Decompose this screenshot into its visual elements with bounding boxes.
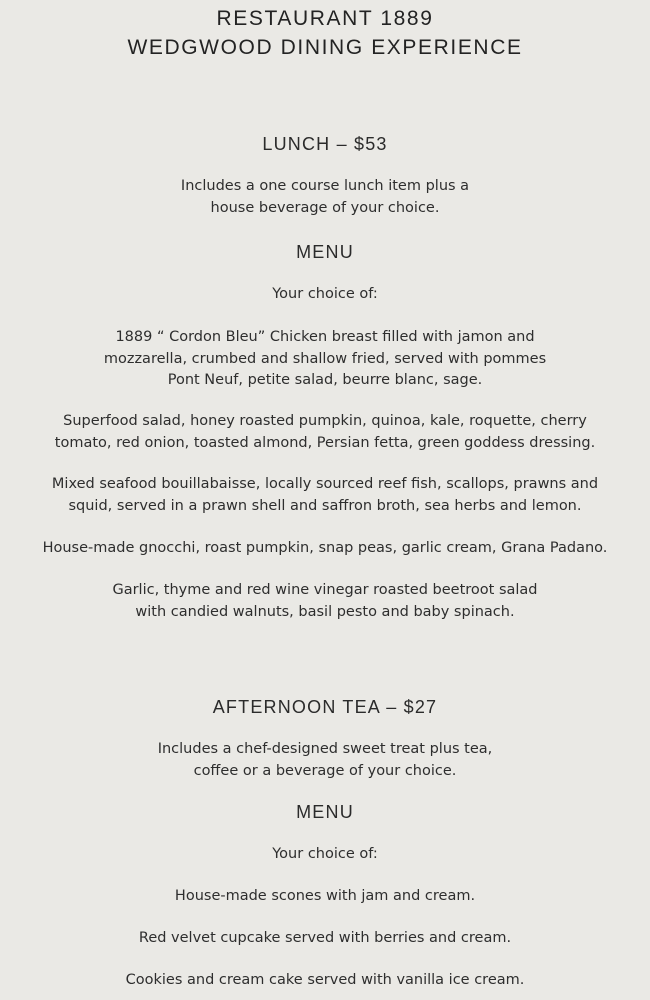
afternoon-tea-intro-line: Includes a chef-designed sweet treat plus tea,: [157, 741, 493, 757]
lunch-menu-label: MENU: [296, 242, 354, 262]
lunch-item-bouillabaisse: [0, 474, 650, 517]
lunch-heading: LUNCH – $53: [262, 134, 388, 154]
menu-item-line: House-made scones with jam and cream.: [174, 888, 476, 904]
restaurant-name: RESTAURANT 1889: [216, 7, 434, 30]
menu-item-line: Red velvet cupcake served with berries and cream.: [138, 930, 512, 946]
menu-item-line: Garlic, thyme and red wine vinegar roasted beetroot salad: [112, 582, 538, 598]
menu-item-line: mozzarella, crumbed and shallow fried, served with pommes: [103, 350, 547, 367]
lunch-intro: [0, 176, 650, 219]
menu-item-line: tomato, red onion, toasted almond, Persian fetta, green goddess dressing.: [54, 434, 596, 451]
menu-item-line: Superfood salad, honey roasted pumpkin, quinoa, kale, roquette, cherry: [63, 413, 587, 429]
menu-item-line: Mixed seafood bouillabaisse, locally sourced reef fish, scallops, prawns and: [51, 476, 599, 492]
menu-item-line: squid, served in a prawn shell and saffron broth, sea herbs and lemon.: [68, 497, 582, 514]
afternoon-tea-choice-label: Your choice of:: [272, 846, 378, 862]
menu-item-line: Cookies and cream cake served with vanilla ice cream.: [125, 972, 525, 988]
afternoon-tea-intro: [0, 739, 650, 782]
menu-item-line: 1889 “ Cordon Bleu” Chicken breast filled with jamon and: [115, 329, 535, 345]
afternoon-tea-menu-label: MENU: [296, 802, 354, 822]
menu-item-line: Pont Neuf, petite salad, beurre blanc, sage.: [167, 372, 483, 388]
afternoon-tea-item-scones: [0, 886, 650, 908]
lunch-item-beetroot-salad: [0, 580, 650, 623]
lunch-item-cordon-bleu: [0, 327, 650, 392]
afternoon-tea-intro-line: coffee or a beverage of your choice.: [193, 762, 457, 779]
menu-item-line: with candied walnuts, basil pesto and baby spinach.: [135, 603, 515, 620]
lunch-item-superfood-salad: [0, 411, 650, 454]
menu-item-line: House-made gnocchi, roast pumpkin, snap peas, garlic cream, Grana Padano.: [42, 540, 608, 556]
afternoon-tea-heading: AFTERNOON TEA – $27: [212, 697, 438, 717]
lunch-intro-line: Includes a one course lunch item plus a: [180, 178, 470, 194]
lunch-intro-line: house beverage of your choice.: [210, 199, 440, 216]
afternoon-tea-item-cupcake: [0, 928, 650, 950]
page-title: [0, 4, 650, 62]
experience-name: WEDGWOOD DINING EXPERIENCE: [127, 36, 523, 59]
lunch-item-gnocchi: [0, 538, 650, 560]
afternoon-tea-item-cake: [0, 970, 650, 992]
lunch-choice-label: Your choice of:: [272, 286, 378, 302]
